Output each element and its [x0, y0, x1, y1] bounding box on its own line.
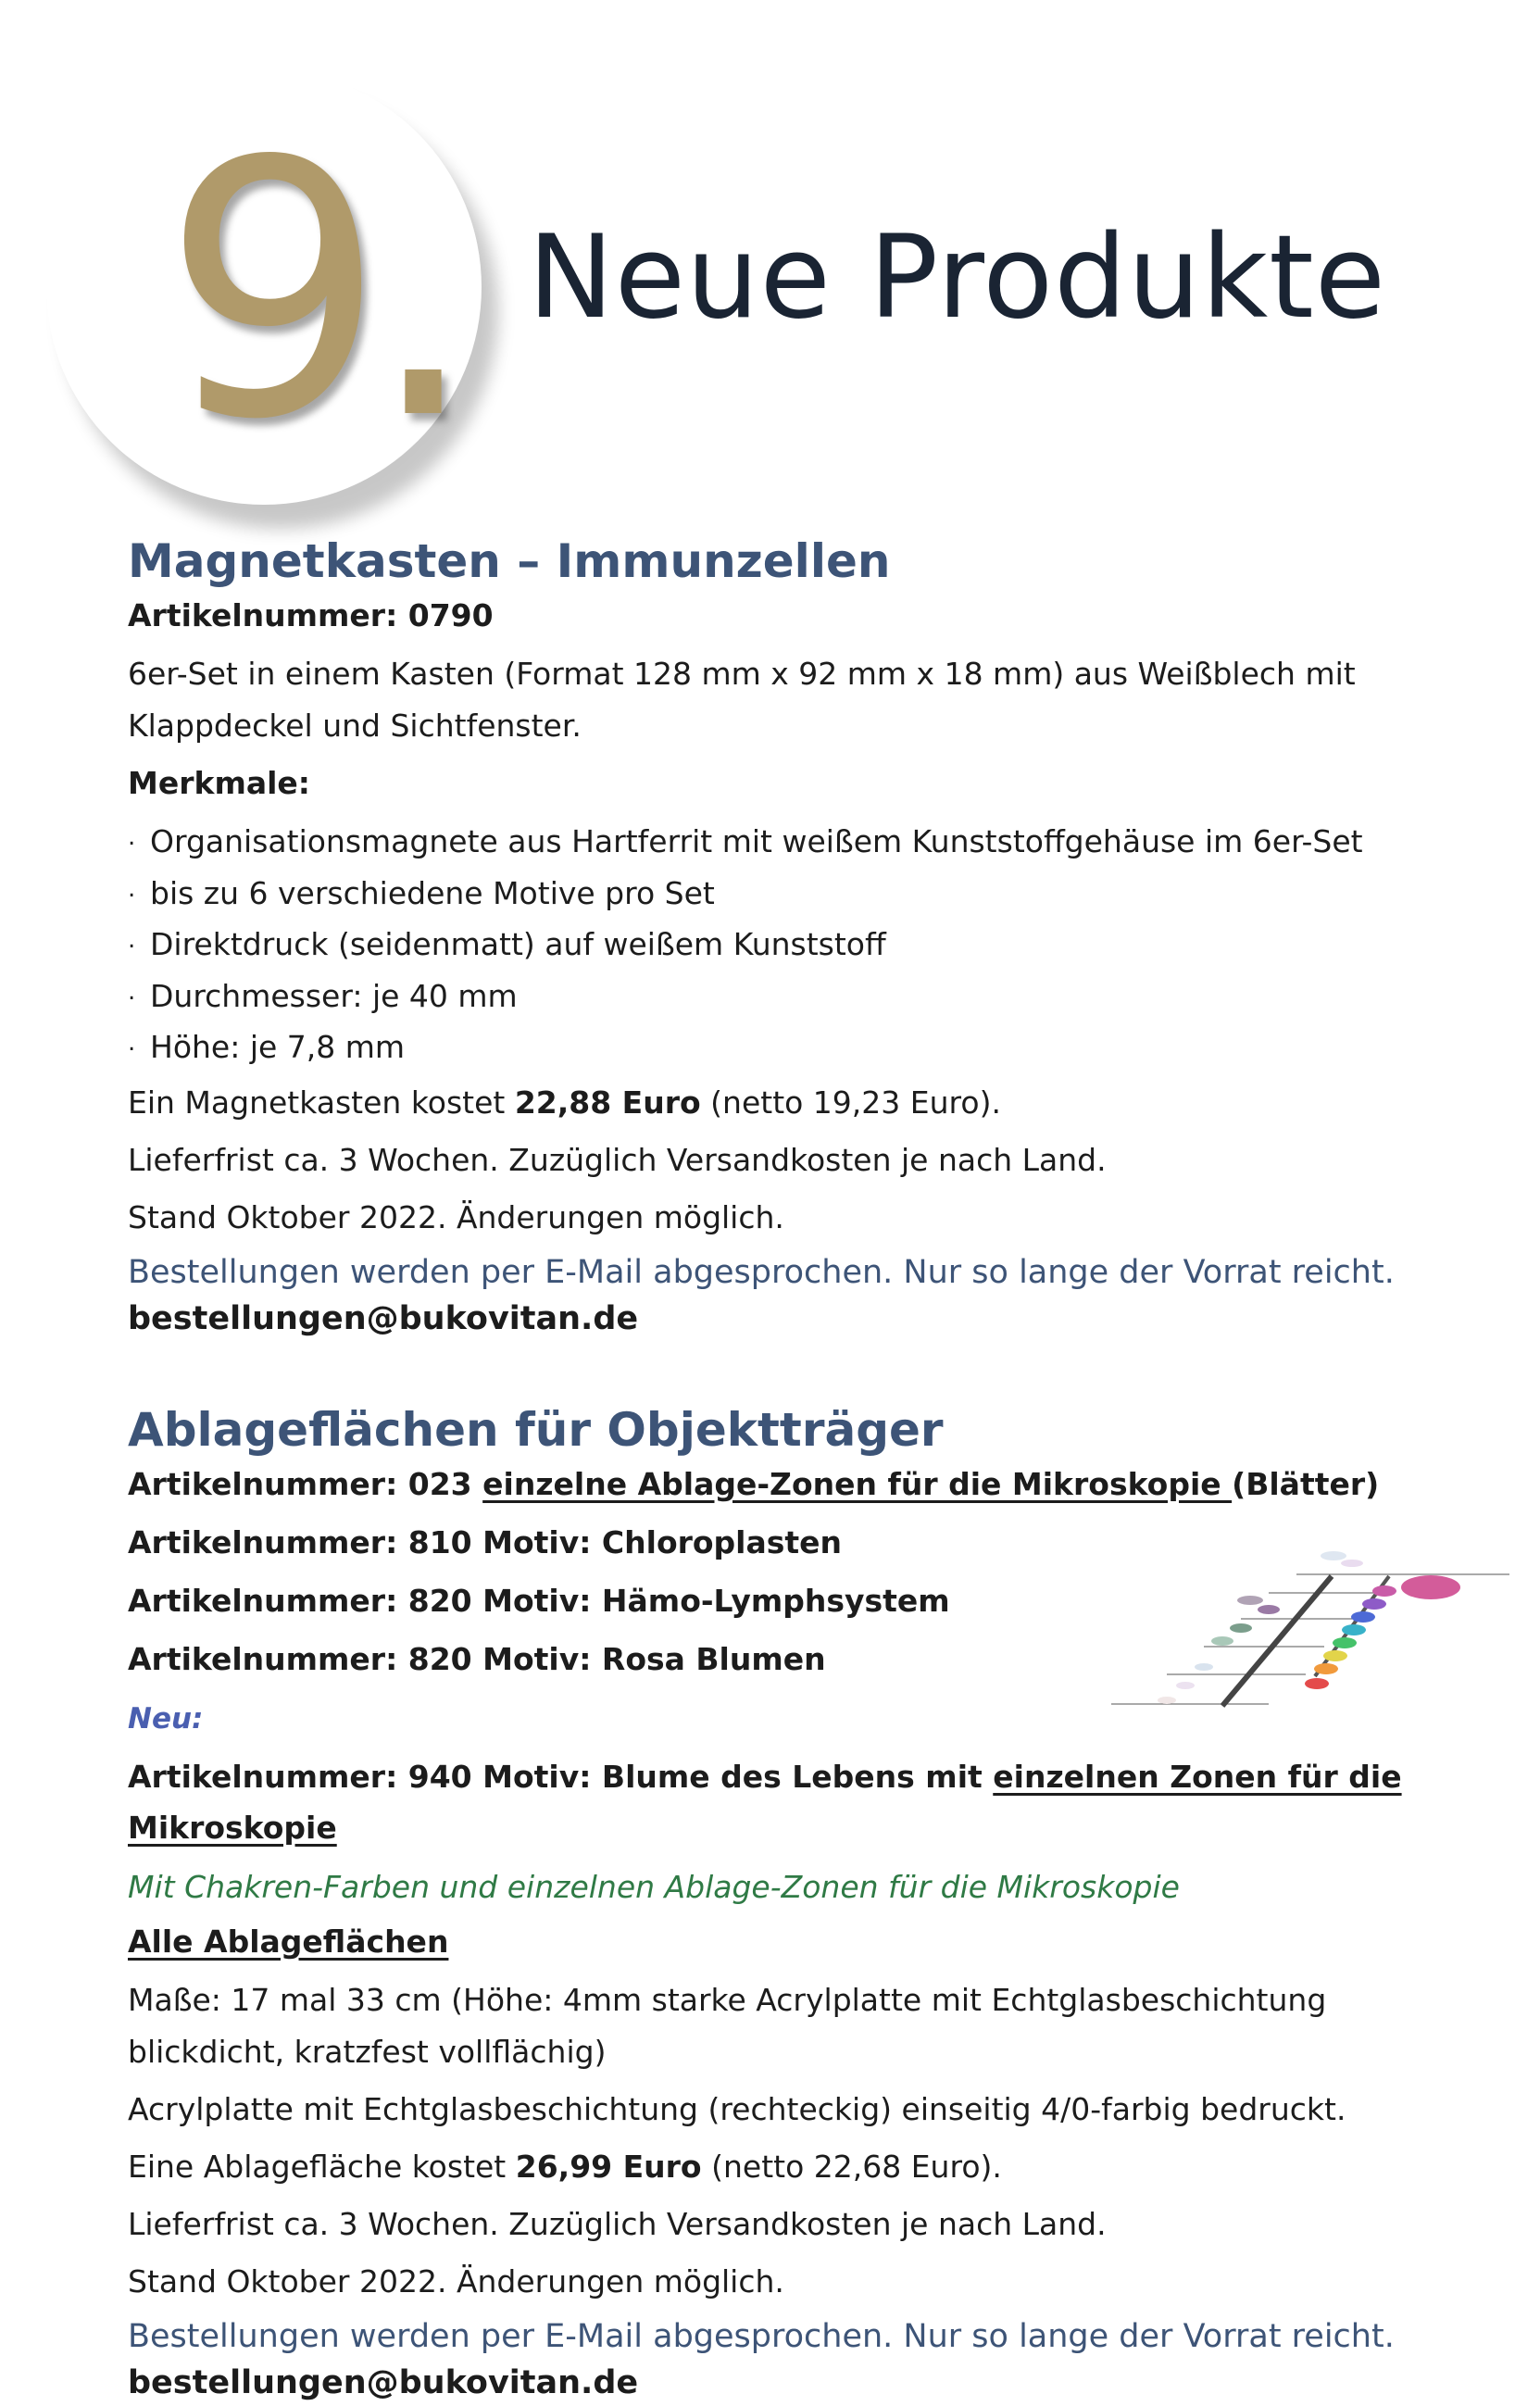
section2-delivery: Lieferfrist ca. 3 Wochen. Zuzüglich Versandkosten je nach Land.: [128, 2205, 1107, 2242]
section1-order-note: Bestellungen werden per E-Mail abgesprochen. Nur so lange der Vorrat reicht.: [128, 1253, 1395, 1291]
chapter-title: Neue Produkte: [528, 211, 1387, 345]
section1-title: Magnetkasten – Immunzellen: [128, 534, 891, 588]
flower-of-life-dot: [1401, 1575, 1460, 1599]
section2-email[interactable]: bestellungen@bukovitan.de: [128, 2363, 639, 2401]
section1-description: 6er-Set in einem Kasten (Format 128 mm x 92 mm x 18 mm) aus Weißblech mit Klappdeckel und Sichtfenster.: [128, 656, 1356, 744]
feature-item: . Höhe: je 7,8 mm: [128, 1021, 1452, 1073]
art810-line: Artikelnummer: 810 Motiv: Chloroplasten: [128, 1523, 843, 1560]
features-label: Merkmale:: [128, 765, 310, 801]
art023-prefix: Artikelnummer: 023: [128, 1465, 483, 1502]
all-surfaces-label: Alle Ablageflächen: [128, 1923, 449, 1960]
section1-artnr: Artikelnummer: 0790: [128, 597, 494, 633]
section-magnetkasten: [128, 533, 1452, 1342]
features-list: [128, 816, 1452, 1073]
neu-label: Neu:: [128, 1701, 204, 1736]
feature-item: . Direktdruck (seidenmatt) auf weißem Kunststoff: [128, 919, 1452, 971]
section1-email[interactable]: bestellungen@bukovitan.de: [128, 1299, 639, 1337]
section1-price-line: [128, 1077, 1452, 1128]
section2-dimensions: Maße: 17 mal 33 cm (Höhe: 4mm starke Acrylplatte mit Echtglasbeschichtung blickdicht, kratzfest vollflächig): [128, 1981, 1327, 2070]
art940-line: [128, 1751, 1452, 1853]
art820a-line: Artikelnummer: 820 Motiv: Hämo-Lymphsystem: [128, 1582, 950, 1619]
product-image: [1111, 1537, 1509, 1723]
art023-link[interactable]: einzelne Ablage-Zonen für die Mikroskopie: [482, 1465, 1233, 1502]
section2-status: Stand Oktober 2022. Änderungen möglich.: [128, 2262, 784, 2299]
art023-line: [128, 1459, 1452, 1510]
price-value: 22,88 Euro: [514, 1084, 701, 1121]
main-content: [128, 533, 1452, 2406]
chapter-number: 9.: [162, 86, 461, 496]
feature-item: . bis zu 6 verschiedene Motive pro Set: [128, 868, 1452, 920]
art023-suffix: (Blätter): [1232, 1465, 1380, 1502]
feature-item: . Organisationsmagnete aus Hartferrit mit weißem Kunststoffgehäuse im 6er-Set: [128, 816, 1452, 868]
price-value: 26,99 Euro: [515, 2148, 702, 2185]
feature-item: . Durchmesser: je 40 mm: [128, 971, 1452, 1022]
price-prefix: Ein Magnetkasten kostet: [128, 1084, 515, 1121]
section2-title: Ablageflächen für Objektträger: [128, 1402, 944, 1457]
section2-order-note: Bestellungen werden per E-Mail abgesprochen. Nur so lange der Vorrat reicht.: [128, 2317, 1395, 2355]
art940-link[interactable]: einzelnen Zonen für die Mikroskopie: [128, 1758, 1402, 1846]
section1-status: Stand Oktober 2022. Änderungen möglich.: [128, 1198, 784, 1235]
price-suffix: (netto 19,23 Euro).: [700, 1084, 1001, 1121]
section1-delivery: Lieferfrist ca. 3 Wochen. Zuzüglich Versandkosten je nach Land.: [128, 1141, 1107, 1178]
section2-price-line: [128, 2141, 1452, 2192]
price-suffix: (netto 22,68 Euro).: [701, 2148, 1002, 2185]
chakra-note: Mit Chakren-Farben und einzelnen Ablage-Zonen für die Mikroskopie: [128, 1868, 1180, 1905]
art820b-line: Artikelnummer: 820 Motiv: Rosa Blumen: [128, 1640, 826, 1677]
section2-material: Acrylplatte mit Echtglasbeschichtung (rechteckig) einseitig 4/0-farbig bedruckt.: [128, 2090, 1346, 2127]
art940-prefix: Artikelnummer: 940 Motiv: Blume des Lebens mit: [128, 1758, 994, 1795]
price-prefix: Eine Ablagefläche kostet: [128, 2148, 516, 2185]
